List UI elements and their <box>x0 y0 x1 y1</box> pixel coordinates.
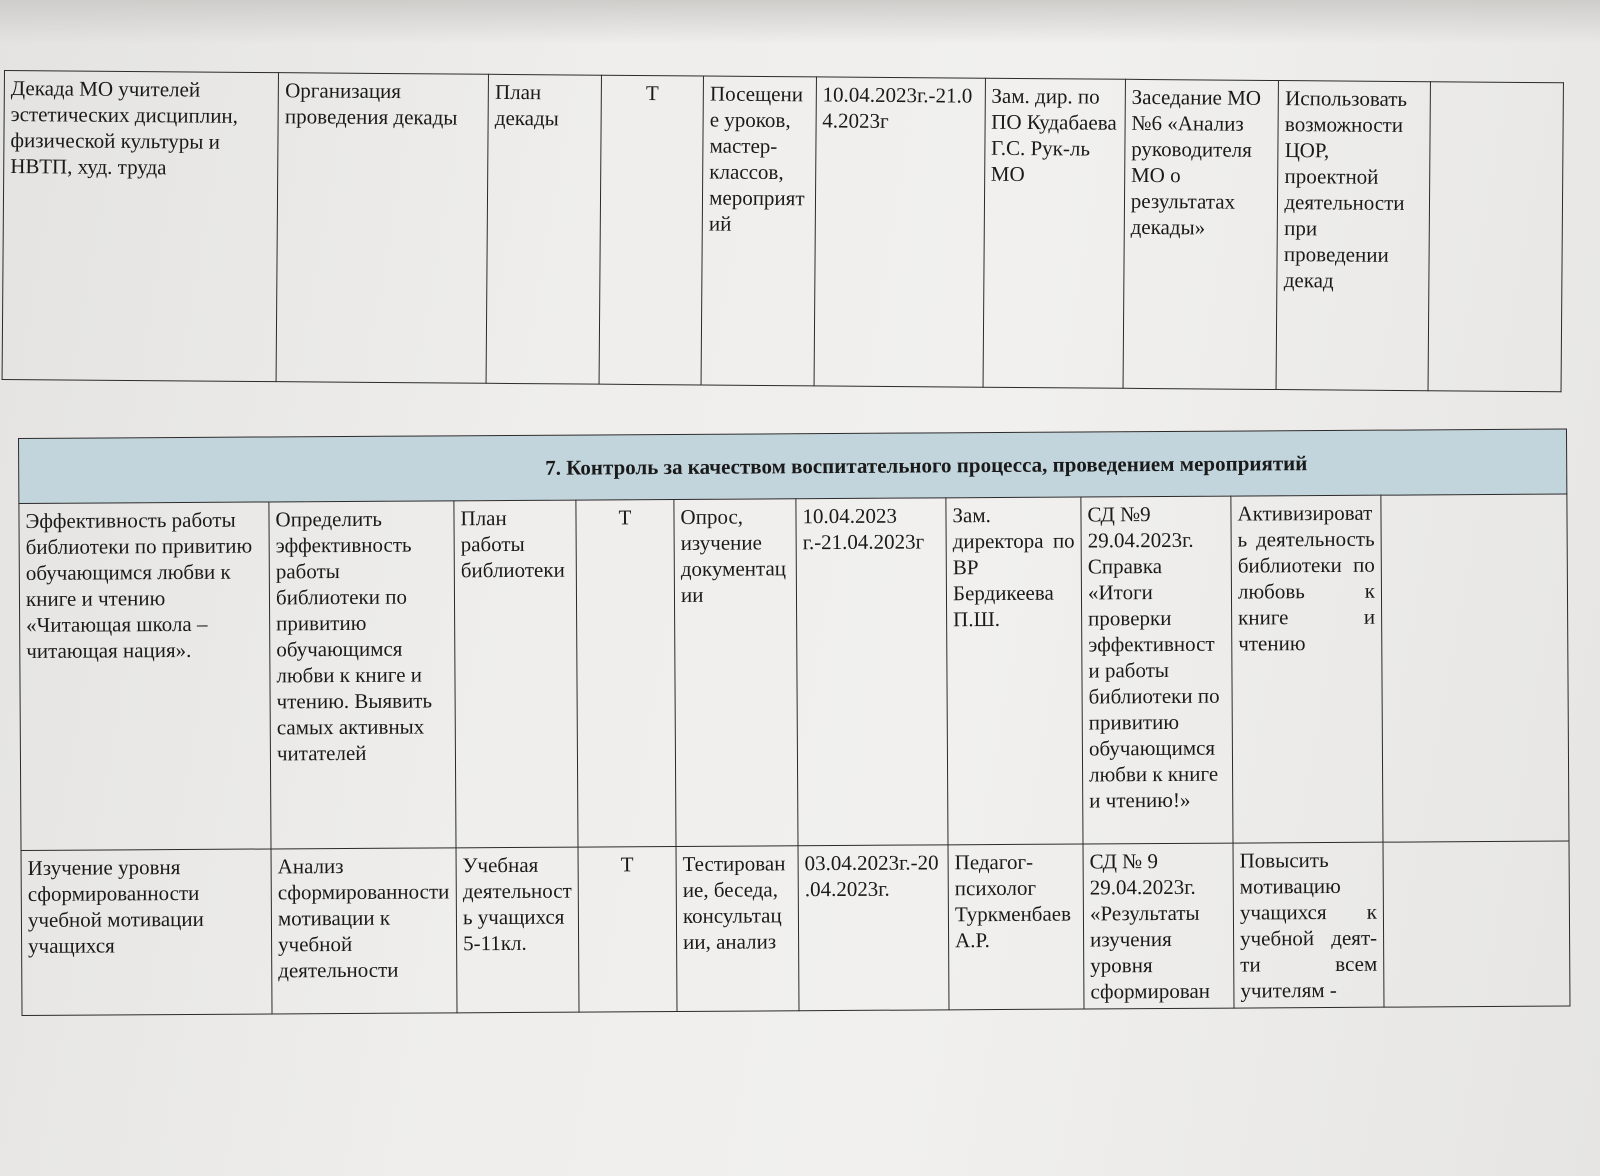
cell-object: План работы библиотеки <box>454 500 578 848</box>
cell-method: Посещение уроков, мастер-классов, мероприятий <box>701 76 816 386</box>
cell-responsible: Педагог-психолог Туркменбаев А.Р. <box>948 844 1084 1010</box>
cell-goal: Определить эффективность работы библиотеки по привитию обучающимся любви к книге и чтению. Выявить самых активных читателей <box>269 501 456 849</box>
cell-responsible: Зам. дир. по ПО Кудабаева Г.С. Рук-ль МО <box>983 78 1126 388</box>
control-plan-table-section-7 <box>18 429 1571 1016</box>
cell-dates: 10.04.2023г.-21.04.2023г <box>814 77 985 387</box>
cell-object: План декады <box>486 74 601 384</box>
cell-type: Т <box>599 75 704 385</box>
cell-type: Т <box>578 846 677 1012</box>
cell-goal: Организация проведения декады <box>276 73 488 384</box>
cell-dates: 10.04.2023 г.-21.04.2023г <box>796 498 948 846</box>
page-top-shadow <box>0 0 1600 44</box>
cell-topic: Декада МО учителей эстетических дисциплин, физической культуры и НВТП, худ. труда <box>2 71 279 382</box>
cell-responsible: Зам. директора по ВР Бердикеева П.Ш. <box>946 497 1083 845</box>
cell-type: Т <box>576 499 676 847</box>
cell-topic: Изучение уровня сформированности учебной мотивации учащихся <box>21 849 272 1016</box>
table-row <box>19 494 1569 850</box>
cell-extra <box>1383 841 1570 1007</box>
control-plan-table-top <box>2 70 1564 392</box>
cell-decision: Повысить мотивацию учащихся к учебной деят-ти всем учителям - <box>1233 842 1384 1008</box>
section-title: 7. Контроль за качеством воспитательного процесса, проведением мероприятий <box>545 451 1308 480</box>
cell-result: СД №9 29.04.2023г. Справка «Итоги проверки эффективности работы библиотеки по привитию обучающимся любви к книге и чтению!» <box>1081 496 1233 844</box>
cell-extra <box>1381 494 1569 842</box>
cell-object: Учебная деятельность учащихся 5-11кл. <box>456 847 579 1013</box>
cell-result: СД № 9 29.04.2023г. «Результаты изучения уровня сформирован <box>1083 843 1234 1009</box>
cell-result: Заседание МО №6 «Анализ руководителя МО о результатах декады» <box>1123 79 1279 389</box>
section-header-row <box>19 429 1567 503</box>
cell-goal: Анализ сформированности мотивации к учебной деятельности <box>271 848 457 1014</box>
cell-decision: Использовать возможности ЦОР, проектной деятельности при проведении декад <box>1276 81 1430 391</box>
section-header-cell <box>19 429 1567 503</box>
cell-method: Опрос, изучение документации <box>674 499 798 847</box>
cell-decision: Активизировать деятельность библиотеки по любовь к книге и чтению <box>1231 495 1383 843</box>
table-row <box>21 841 1570 1015</box>
cell-extra <box>1428 82 1564 392</box>
cell-topic: Эффективность работы библиотеки по привитию обучающимся любви к книге и чтению «Читающая школа – читающая нация». <box>19 502 271 851</box>
table-row <box>2 71 1563 392</box>
cell-method: Тестирование, беседа, консультации, анализ <box>676 846 799 1012</box>
cell-dates: 03.04.2023г.-20.04.2023г. <box>798 845 949 1011</box>
